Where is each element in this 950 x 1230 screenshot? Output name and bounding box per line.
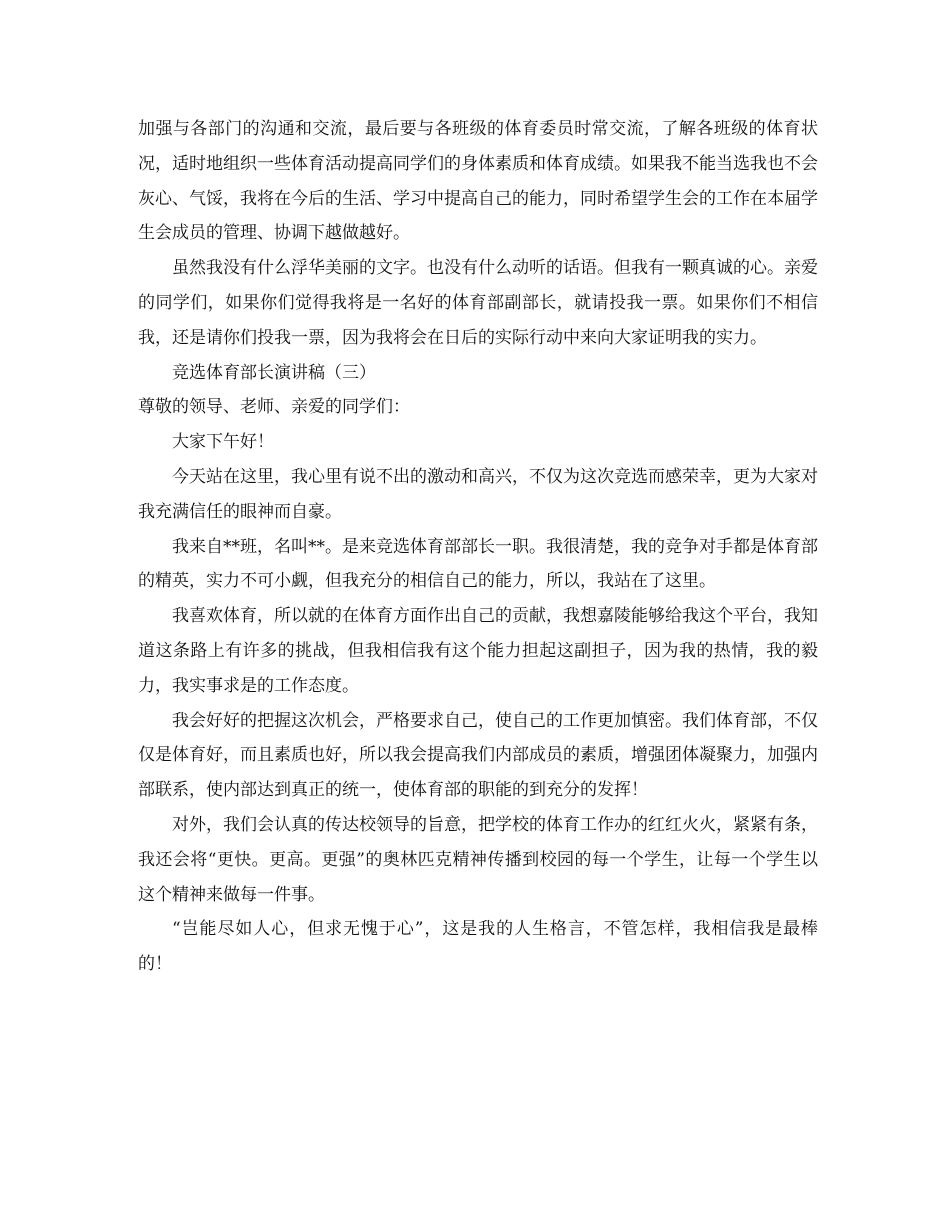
greeting: 大家下午好！ bbox=[172, 432, 274, 453]
section-title: 竞选体育部长演讲稿（三） bbox=[172, 362, 376, 383]
paragraph-love-of-sports: 我喜欢体育，所以就的在体育方面作出自己的贡献，我想嘉陵能够给我这个平台，我知道这条路上有许多的挑战，但我相信我有这个能力担起这副担子，因为我的热情，我的毅力，我实事求是的工作态度。 bbox=[138, 606, 818, 696]
paragraph-excitement: 今天站在这里，我心里有说不出的激动和高兴，不仅为这次竞选而感荣幸，更为大家对我充满信任的眼神而自豪。 bbox=[138, 466, 818, 522]
paragraph-external-plan: 对外，我们会认真的传达校领导的旨意，把学校的体育工作办的红红火火，紧紧有条，我还会将“更快。更高。更强”的奥林匹克精神传播到校园的每一个学生，让每一个学生以这个精神来做每一件事。 bbox=[138, 814, 818, 905]
paragraph-sincerity: 虽然我没有什么浮华美丽的文字。也没有什么动听的话语。但我有一颗真诚的心。亲爱的同学们，如果你们觉得我将是一名好的体育部副部长，就请投我一票。如果你们不相信我，还是请你们投我一票，因为我将会在日后的实际行动中来向大家证明我的实力。 bbox=[138, 258, 818, 348]
document-body bbox=[138, 112, 818, 982]
salutation: 尊敬的领导、老师、亲爱的同学们： bbox=[138, 397, 410, 418]
paragraph-motto: “岂能尽如人心，但求无愧于心”，这是我的人生格言，不管怎样，我相信我是最棒的！ bbox=[138, 919, 818, 975]
paragraph-internal-plan: 我会好好的把握这次机会，严格要求自己，使自己的工作更加慎密。我们体育部，不仅仅是体育好，而且素质也好，所以我会提高我们内部成员的素质，增强团体凝聚力，加强内部联系，使内部达到真正的统一，使体育部的职能的到充分的发挥！ bbox=[138, 710, 818, 801]
paragraph-continuation: 加强与各部门的沟通和交流，最后要与各班级的体育委员时常交流，了解各班级的体育状况，适时地组织一些体育活动提高同学们的身体素质和体育成绩。如果我不能当选我也不会灰心、气馁，我将在今后的生活、学习中提高自己的能力，同时希望学生会的工作在本届学生会成员的管理、协调下越做越好。 bbox=[138, 119, 818, 244]
paragraph-introduction: 我来自**班，名叫**。是来竞选体育部部长一职。我很清楚，我的竞争对手都是体育部的精英，实力不可小觑，但我充分的相信自己的能力，所以，我站在了这里。 bbox=[138, 536, 818, 592]
